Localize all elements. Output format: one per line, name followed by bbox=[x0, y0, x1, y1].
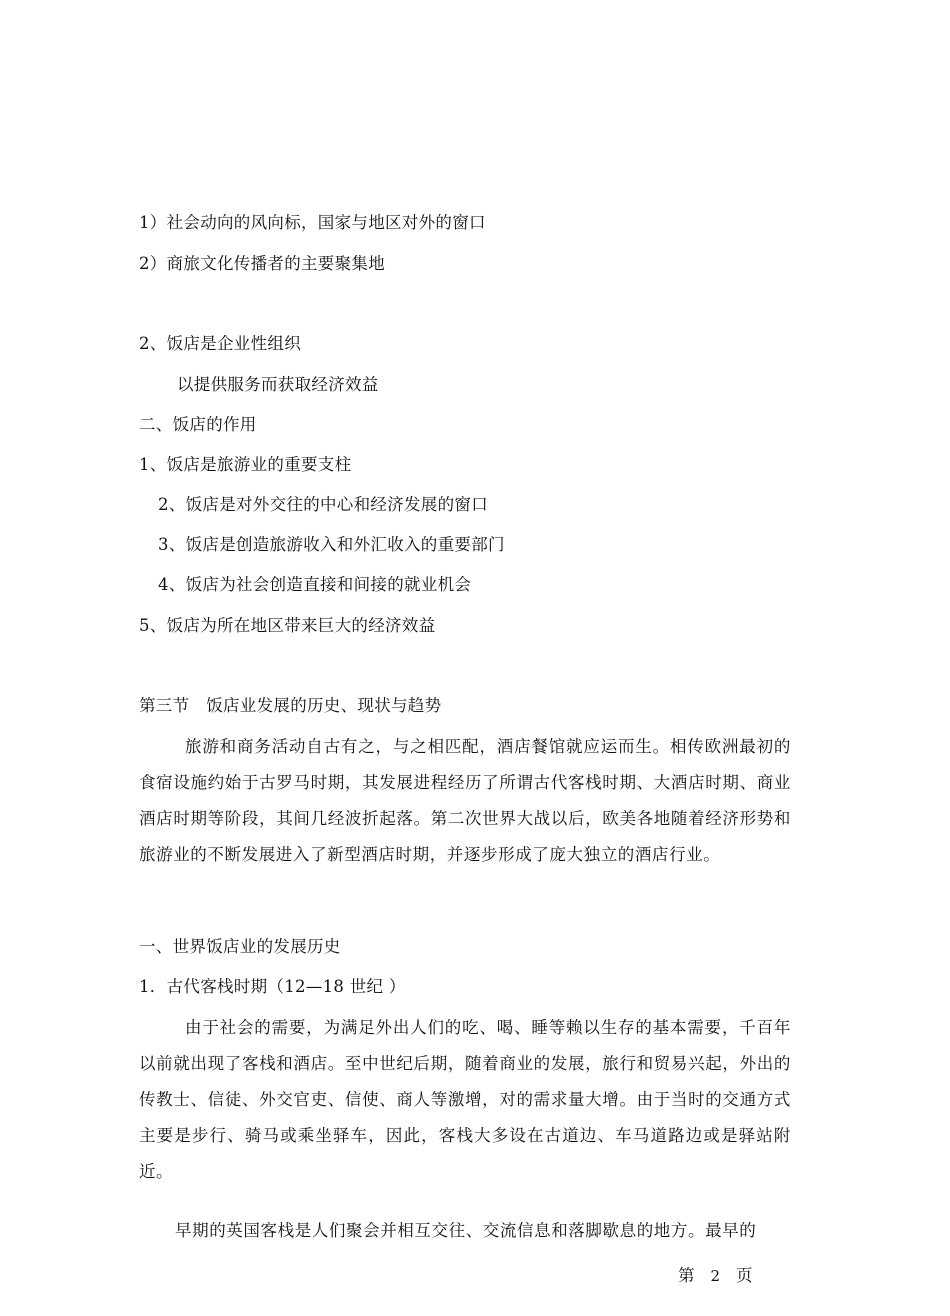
paragraph-english-inns: 早期的英国客栈是人们聚会并相互交往、交流信息和落脚歇息的地方。最早的 bbox=[175, 1221, 757, 1240]
heading-ancient-inn-period: 1．古代客栈时期（12—18 世纪 ） bbox=[139, 977, 406, 996]
role-item-5: 5、饭店为所在地区带来巨大的经济效益 bbox=[139, 616, 436, 635]
role-item-3: 3、饭店是创造旅游收入和外汇收入的重要部门 bbox=[158, 535, 505, 554]
heading-world-history: 一、世界饭店业的发展历史 bbox=[139, 937, 341, 956]
paragraph-ancient-inns: 由于社会的需要，为满足外出人们的吃、喝、睡等赖以生存的基本需要，千百年以前就出现了客栈和酒店。至中世纪后期，随着商业的发展，旅行和贸易兴起，外出的传教士、信徒、外交官吏、信使、商人等激增，对的需求量大增。由于当时的交通方式主要是步行、骑马或乘坐驿车，因此，客栈大多设在古道边、车马道路边或是驿站附近。 bbox=[139, 1018, 791, 1181]
role-item-4: 4、饭店为社会创造直接和间接的就业机会 bbox=[158, 575, 472, 594]
list-item-culture-hub: 2）商旅文化传播者的主要聚集地 bbox=[139, 254, 385, 273]
text-economic-benefit: 以提供服务而获取经济效益 bbox=[177, 375, 379, 394]
footer-prefix: 第 bbox=[678, 1266, 695, 1285]
footer-suffix: 页 bbox=[736, 1266, 753, 1285]
role-item-2: 2、饭店是对外交往的中心和经济发展的窗口 bbox=[158, 495, 488, 514]
list-item-window: 1）社会动向的风向标，国家与地区对外的窗口 bbox=[139, 213, 486, 232]
paragraph-history-intro: 旅游和商务活动自古有之，与之相匹配，酒店餐馆就应运而生。相传欧洲最初的食宿设施约始于古罗马时期，其发展进程经历了所谓古代客栈时期、大酒店时期、商业酒店时期等阶段，其间几经波折起落。第二次世界大战以后，欧美各地随着经济形势和旅游业的不断发展进入了新型酒店时期，并逐步形成了庞大独立的酒店行业。 bbox=[139, 737, 791, 864]
section-title: 第三节 饭店业发展的历史、现状与趋势 bbox=[139, 696, 442, 715]
page-footer bbox=[678, 1264, 753, 1288]
heading-enterprise: 2、饭店是企业性组织 bbox=[139, 334, 301, 353]
page-number: 2 bbox=[710, 1267, 721, 1285]
heading-role: 二、饭店的作用 bbox=[139, 415, 257, 434]
role-item-1: 1、饭店是旅游业的重要支柱 bbox=[139, 455, 352, 474]
